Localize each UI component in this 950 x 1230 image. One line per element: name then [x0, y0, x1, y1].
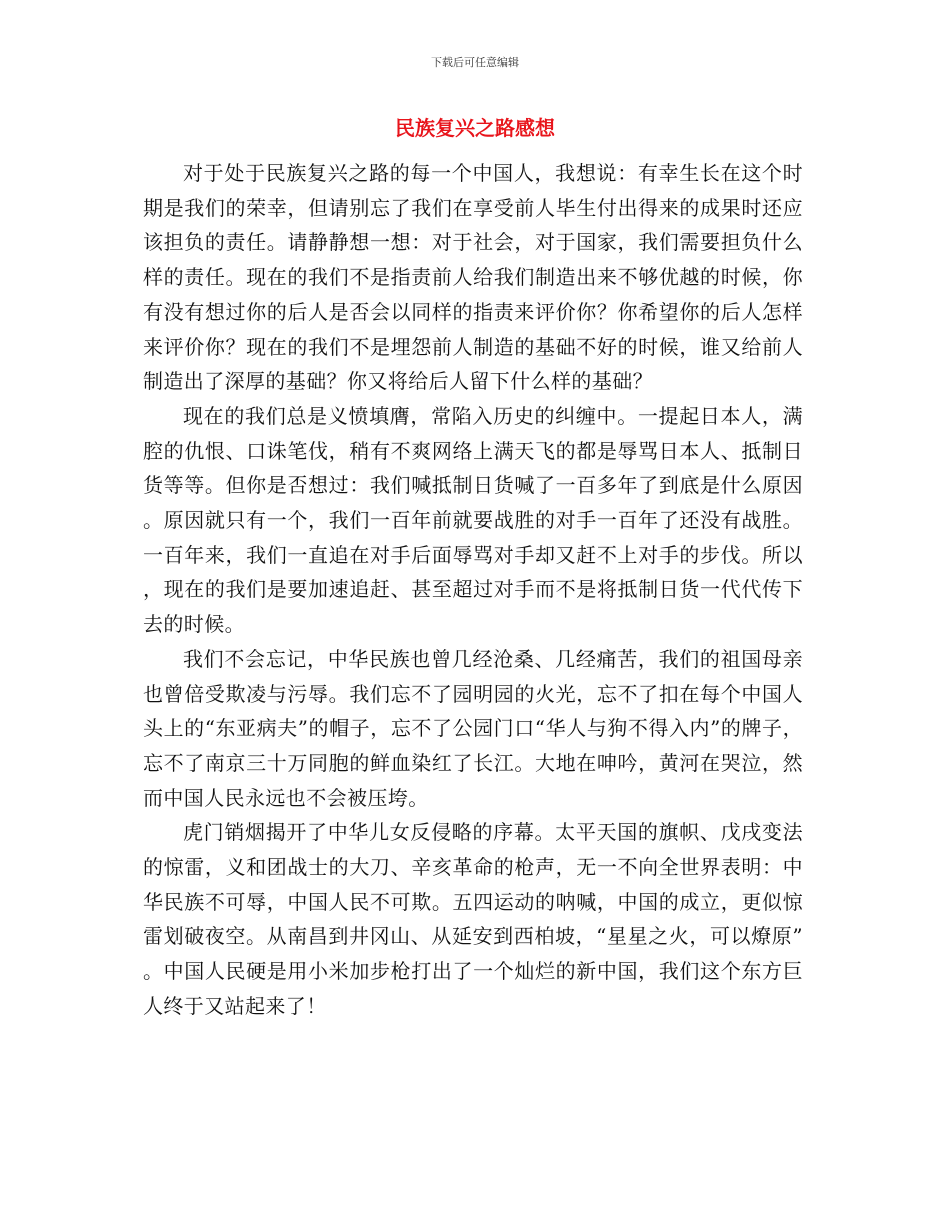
paragraph-3: 我们不会忘记，中华民族也曾几经沧桑、几经痛苦，我们的祖国母亲也曾倍受欺凌与污辱。我们忘不了园明园的火光，忘不了扣在每个中国人头上的“东亚病夫”的帽子，忘不了公园门口“华人与狗不得入内”的牌子，忘不了南京三十万同胞的鲜血染红了长江。大地在呻吟，黄河在哭泣，然而中国人民永远也不会被压垮。: [143, 646, 803, 810]
paragraph-1: 对于处于民族复兴之路的每一个中国人，我想说：有幸生长在这个时期是我们的荣幸，但请别忘了我们在享受前人毕生付出得来的成果时还应该担负的责任。请静静想一想：对于社会，对于国家，我们需要担负什么样的责任。现在的我们不是指责前人给我们制造出来不够优越的时候，你有没有想过你的后人是否会以同样的指责来评价你？你希望你的后人怎样来评价你？现在的我们不是埋怨前人制造的基础不好的时候，谁又给前人制造出了深厚的基础？你又将给后人留下什么样的基础？: [143, 161, 803, 394]
document-body: [143, 156, 803, 1024]
paragraph-4: 虎门销烟揭开了中华儿女反侵略的序幕。太平天国的旗帜、戊戌变法的惊雷，义和团战士的大刀、辛亥革命的枪声，无一不向全世界表明：中华民族不可辱，中国人民不可欺。五四运动的呐喊，中国的成立，更似惊雷划破夜空。从南昌到井冈山、从延安到西柏坡，“星星之火，可以燎原”。中国人民硬是用小米加步枪打出了一个灿烂的新中国，我们这个东方巨人终于又站起来了！: [143, 820, 803, 1018]
page-header-note: 下载后可任意编辑: [431, 56, 519, 69]
paragraph-2: 现在的我们总是义愤填膺，常陷入历史的纠缠中。一提起日本人，满腔的仇恨、口诛笔伐，稍有不爽网络上满天飞的都是辱骂日本人、抵制日货等等。但你是否想过：我们喊抵制日货喊了一百多年了到底是什么原因。原因就只有一个，我们一百年前就要战胜的对手一百年了还没有战胜。一百年来，我们一直追在对手后面辱骂对手却又赶不上对手的步伐。所以，现在的我们是要加速追赶、甚至超过对手而不是将抵制日货一代代传下去的时候。: [143, 403, 803, 637]
document-title: 民族复兴之路感想: [395, 116, 555, 140]
